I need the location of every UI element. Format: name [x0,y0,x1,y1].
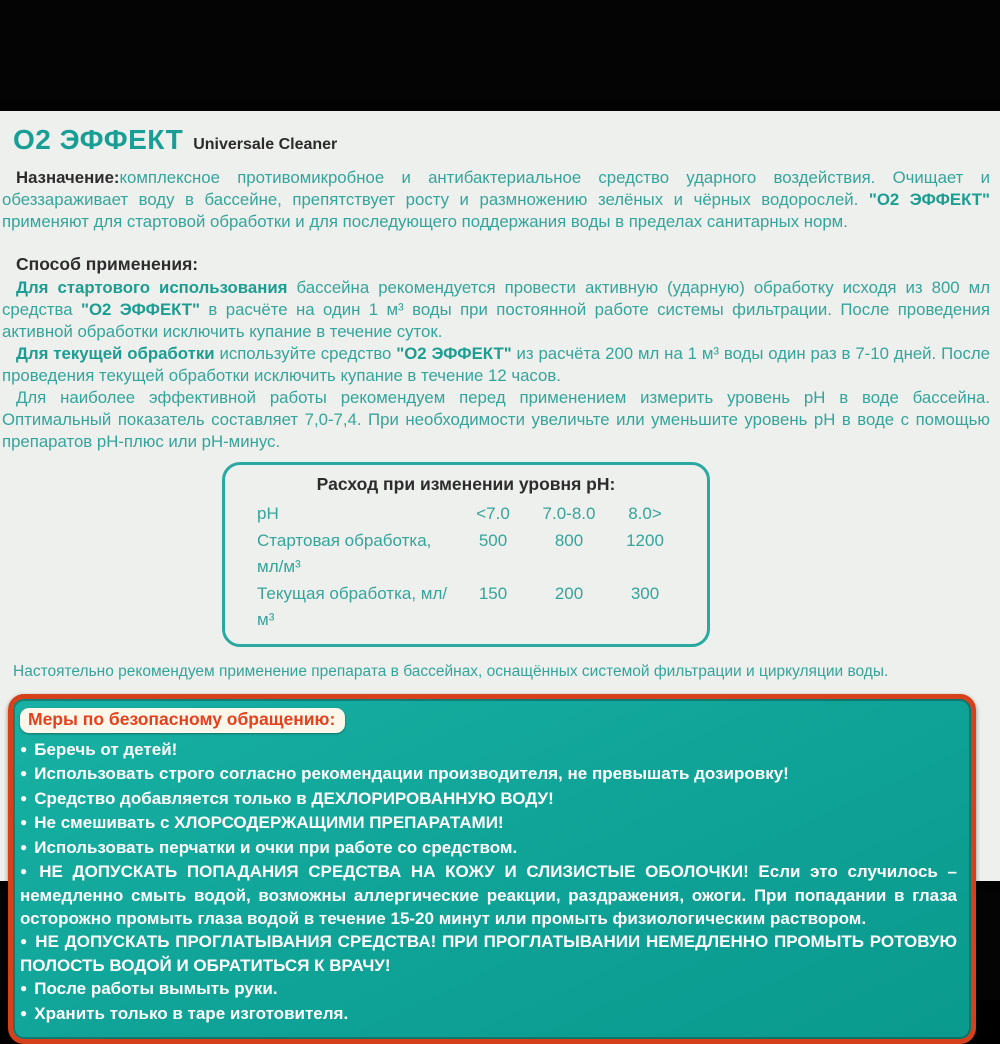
safety-item [20,1003,957,1027]
safety-item-text: Хранить только в таре изготовителя. [34,1004,349,1024]
safety-item-text: НЕ ДОПУСКАТЬ ПРОГЛАТЫВАНИЯ СРЕДСТВА! ПРИ ПРОГЛАТЫВАНИИ НЕМЕДЛЕННО ПРОМЫТЬ РОТОВУЮ ПОЛОСТЬ ВОДОЙ И ОБРАТИТЬСЯ К ВРАЧУ! [20,932,957,975]
bullet-icon: ● [20,839,28,854]
safety-item-text: После работы вымыть руки. [34,979,278,999]
purpose-paragraph [2,167,990,233]
usage-paragraph-ph: Для наиболее эффективной работы рекомендуем перед применением измерить уровень pH в воде бассейна. Оптимальный показатель составляет 7,0-7,4. При необходимости увеличьте или уменьшите уровень pH в воде с помощью препаратов pH-плюс или pH-минус. [2,388,990,451]
usage-p1-text-1: бассейна рекомендуется провести активную (ударную) обработку исходя из 800 мл средства [2,278,990,319]
table-cell: 200 [554,583,584,603]
purpose-text-2: применяют для стартовой обработки и для последующего поддержания воды в пределах санитарных норм. [2,212,848,231]
table-row [225,528,707,581]
usage-p2-text-1: используйте средство [214,344,397,363]
purpose-text-1: комплексное противомикробное и антибактериальное средство ударного воздействия. Очищает и обеззараживает воду в бассейне, препятствует росту и размножению зелёных и чёрных водорослей. [2,168,990,209]
usage-p1-brand-inline: "О2 ЭФФЕКТ" [81,300,201,319]
usage-p1-lead: Для стартового использования [16,278,288,297]
safety-item [20,788,957,812]
table-cell: 500 [478,530,508,550]
safety-item-text: Использовать перчатки и очки при работе со средством. [34,837,518,857]
safety-item [20,763,957,787]
safety-heading: Меры по безопасному обращению: [20,708,345,733]
table-row-label: Текущая обработка, мл/м³ [257,583,448,629]
recommendation-note: Настоятельно рекомендуем применение препарата в бассейнах, оснащённых системой фильтрации и циркуляции воды. [13,662,889,680]
table-row [225,501,707,528]
bullet-icon: ● [20,981,28,996]
usage-p1-text-2: в расчёте на один 1 м³ воды при постоянной работе системы фильтрации. После проведения активной обработки исключить купание в течение суток. [2,300,990,341]
brand-subtitle: Universale Cleaner [193,136,338,153]
table-cell: 800 [554,530,584,550]
safety-item [20,861,957,930]
bullet-icon: ● [20,1006,28,1021]
bullet-icon: ● [20,766,28,781]
table-cell: 7.0-8.0 [542,504,596,523]
safety-item-text: Не смешивать с ХЛОРСОДЕРЖАЩИМИ ПРЕПАРАТАМИ! [34,813,504,833]
table-row-label: pH [257,504,279,523]
safety-box [8,694,976,1044]
brand-row [13,124,1000,156]
brand-name: О2 ЭФФЕКТ [13,124,184,155]
safety-item [20,931,957,977]
bullet-icon: ● [20,864,33,879]
purpose-brand-inline: "О2 ЭФФЕКТ" [868,190,990,209]
safety-item-text: Использовать строго согласно рекомендации производителя, не превышать дозировку! [34,764,789,784]
table-cell: 300 [630,583,660,603]
safety-item-text: Беречь от детей! [34,739,178,759]
usage-heading: Способ применения: [16,254,199,274]
usage-p2-text-2: из расчёта 200 мл на 1 м³ воды один раз в 7-10 дней. После проведения текущей обработки исключить купание в течение 12 часов. [2,344,990,385]
safety-item [20,812,957,836]
safety-item [20,837,957,861]
purpose-heading: Назначение: [16,168,120,187]
bullet-icon: ● [20,790,28,805]
safety-item-text: Средство добавляется только в ДЕХЛОРИРОВАННУЮ ВОДУ! [34,788,554,808]
safety-item-text: НЕ ДОПУСКАТЬ ПОПАДАНИЯ СРЕДСТВА НА КОЖУ И СЛИЗИСТЫЕ ОБОЛОЧКИ! Если это случилось – немедленно смыть водой, возможны аллергические реакции, раздражения, ожоги. При попадании в глаза осторожно промыть глаза водой в течение 15-20 минут или промыть физиологическим раствором. [20,862,957,928]
usage-paragraph-current [2,343,990,387]
safety-item [20,978,957,1002]
usage-p2-lead: Для текущей обработки [16,344,215,363]
dosage-table [222,462,710,647]
usage-paragraph-start [2,277,990,343]
bullet-icon: ● [20,741,28,756]
table-row [225,581,707,634]
bullet-icon: ● [20,815,28,830]
table-cell: 150 [478,583,508,603]
bullet-icon: ● [20,934,29,949]
table-cell: 8.0> [628,504,662,523]
product-label [0,111,1000,1024]
table-row-label: Стартовая обработка, мл/м³ [257,530,432,576]
table-cell: <7.0 [476,504,510,523]
dosage-table-title: Расход при изменении уровня pH: [316,474,616,494]
safety-item [20,739,957,763]
usage-p2-brand-inline: "О2 ЭФФЕКТ" [396,344,512,363]
table-cell: 1200 [626,530,664,550]
